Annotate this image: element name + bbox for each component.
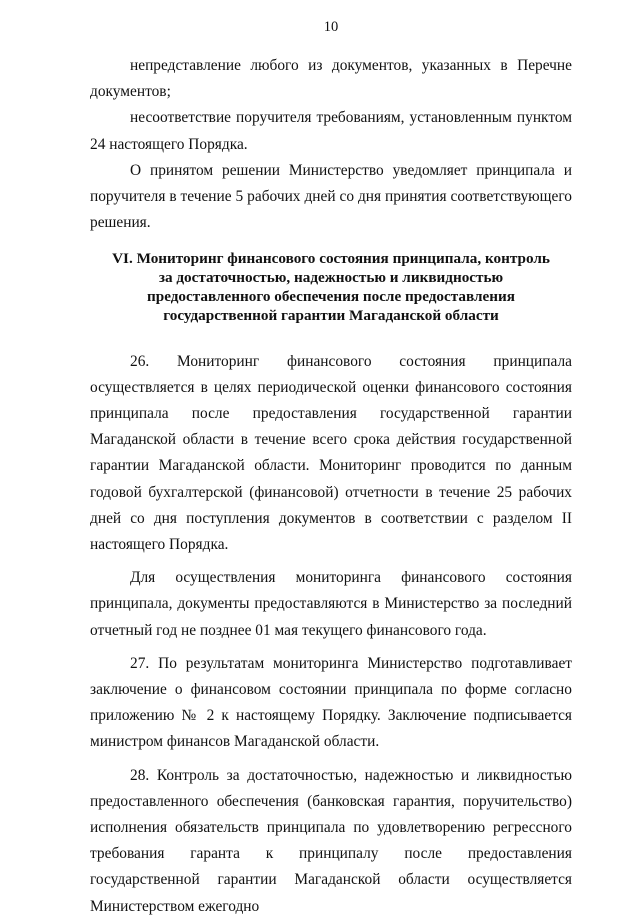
- paragraph-monitoring-documents: Для осуществления мониторинга финансового состояния принципала, документы предоставляются в Министерство за последний отчетный год не позднее 01 мая текущего финансового года.: [90, 569, 572, 639]
- section-heading-line: государственной гарантии Магаданской области: [163, 306, 499, 324]
- paragraph-item-27: 27. По результатам мониторинга Министерство подготавливает заключение о финансовом состоянии принципала по форме согласно приложению № 2 к настоящему Порядку. Заключение подписывается министром финансов Магаданской области.: [90, 654, 572, 751]
- paragraph-non-submission: непредставление любого из документов, указанных в Перечне документов;: [90, 57, 572, 101]
- paragraph-item-26: 26. Мониторинг финансового состояния принципала осуществляется в целях периодической оценки финансового состояния принципала после предоставления государственной гарантии Магаданской области в течение всего срока действия государственной гарантии Магаданской области. Мониторинг проводится по данным годовой бухгалтерской (финансовой) отчетности в течение 25 рабочих дней со дня поступления документов в соответствии с разделом II настоящего Порядка.: [90, 352, 572, 554]
- section-heading-line: за достаточностью, надежностью и ликвидностью: [158, 269, 504, 287]
- section-heading-line: VI. Мониторинг финансового состояния принципала, контроль: [112, 250, 550, 268]
- page-number: 10: [323, 19, 339, 35]
- paragraph-item-28: 28. Контроль за достаточностью, надежностью и ликвидностью предоставленного обеспечения (банковская гарантия, поручительство) исполнения обязательств принципала по удовлетворению регрессного требования гаранта к принципалу после предоставления государственной гарантии Магаданской области осуществляется Министерством ежегодно: [90, 766, 572, 915]
- paragraph-notification: О принятом решении Министерство уведомляет принципала и поручителя в течение 5 рабочих дней со дня принятия соответствующего решения.: [90, 161, 572, 232]
- section-heading: [90, 250, 572, 325]
- document-body: [90, 53, 572, 920]
- document-page: [90, 0, 572, 915]
- paragraph-guarantor-mismatch: несоответствие поручителя требованиям, установленным пунктом 24 настоящего Порядка.: [90, 109, 572, 153]
- section-heading-line: предоставленного обеспечения после предоставления: [147, 288, 515, 306]
